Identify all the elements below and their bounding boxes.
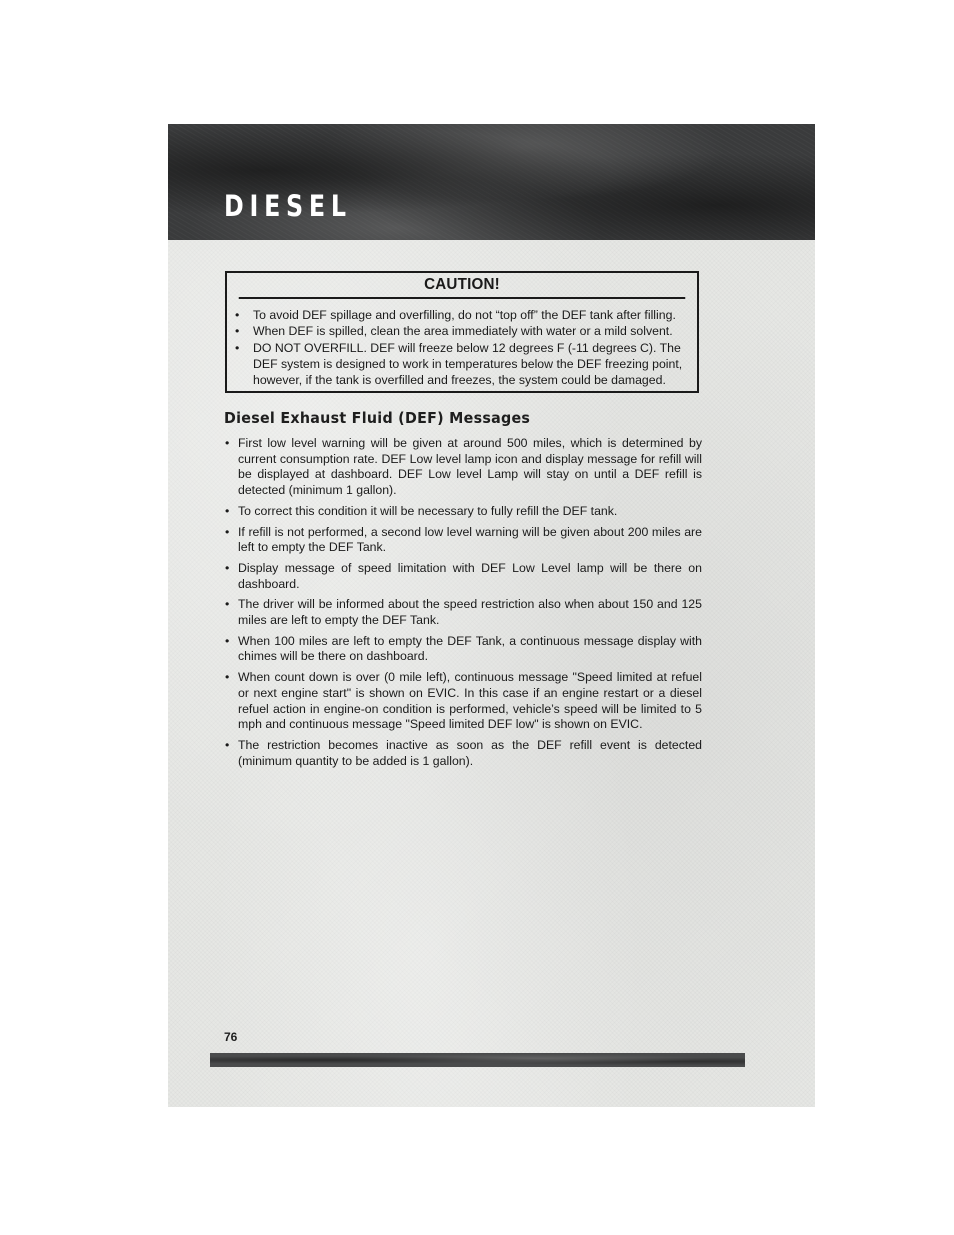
- list-item: • The restriction becomes inactive as soon as the DEF refill event is detected (minimum quantity to be added is 1 gallon).: [224, 738, 702, 769]
- page-number: 76: [224, 1030, 238, 1044]
- header-band: [168, 124, 815, 240]
- caution-box: [225, 271, 699, 393]
- list-item: • When count down is over (0 mile left), continuous message "Speed limited at refuel or next engine start" is shown on EVIC. In this case if an engine restart or a diesel refuel action in engine-on condition is performed, vehicle’s speed will be limited to 5 mph and continuous message "Speed limited DEF low" is shown on EVIC.: [224, 670, 702, 733]
- caution-item: • To avoid DEF spillage and overfilling, do not “top off” the DEF tank after filling.: [233, 307, 691, 323]
- caution-item: • When DEF is spilled, clean the area immediately with water or a mild solvent.: [233, 323, 691, 339]
- list-item: • If refill is not performed, a second low level warning will be given about 200 miles are left to empty the DEF Tank.: [224, 525, 702, 556]
- section-title: DIESEL: [224, 189, 352, 223]
- def-messages-list: [224, 436, 702, 774]
- caution-title: CAUTION!: [239, 273, 686, 299]
- caution-item: • DO NOT OVERFILL. DEF will freeze below 12 degrees F (-11 degrees C). The DEF system is designed to work in temperatures below the DEF freezing point, however, if the tank is overfilled and freezes, the system could be damaged.: [233, 340, 691, 389]
- list-item: • When 100 miles are left to empty the DEF Tank, a continuous message display with chimes will be there on dashboard.: [224, 634, 702, 665]
- list-item: • The driver will be informed about the speed restriction also when about 150 and 125 miles are left to empty the DEF Tank.: [224, 597, 702, 628]
- list-item: • To correct this condition it will be necessary to fully refill the DEF tank.: [224, 504, 702, 520]
- list-item: • Display message of speed limitation with DEF Low Level lamp will be there on dashboard.: [224, 561, 702, 592]
- manual-page: [168, 124, 815, 1107]
- list-item: • First low level warning will be given at around 500 miles, which is determined by current consumption rate. DEF Low level lamp icon and display message for refill will be displayed at dashboard. DEF Low level Lamp will stay on until a DEF refill is detected (minimum 1 gallon).: [224, 436, 702, 499]
- section-heading: Diesel Exhaust Fluid (DEF) Messages: [224, 409, 531, 427]
- caution-list: [227, 299, 697, 388]
- footer-band: [210, 1053, 745, 1067]
